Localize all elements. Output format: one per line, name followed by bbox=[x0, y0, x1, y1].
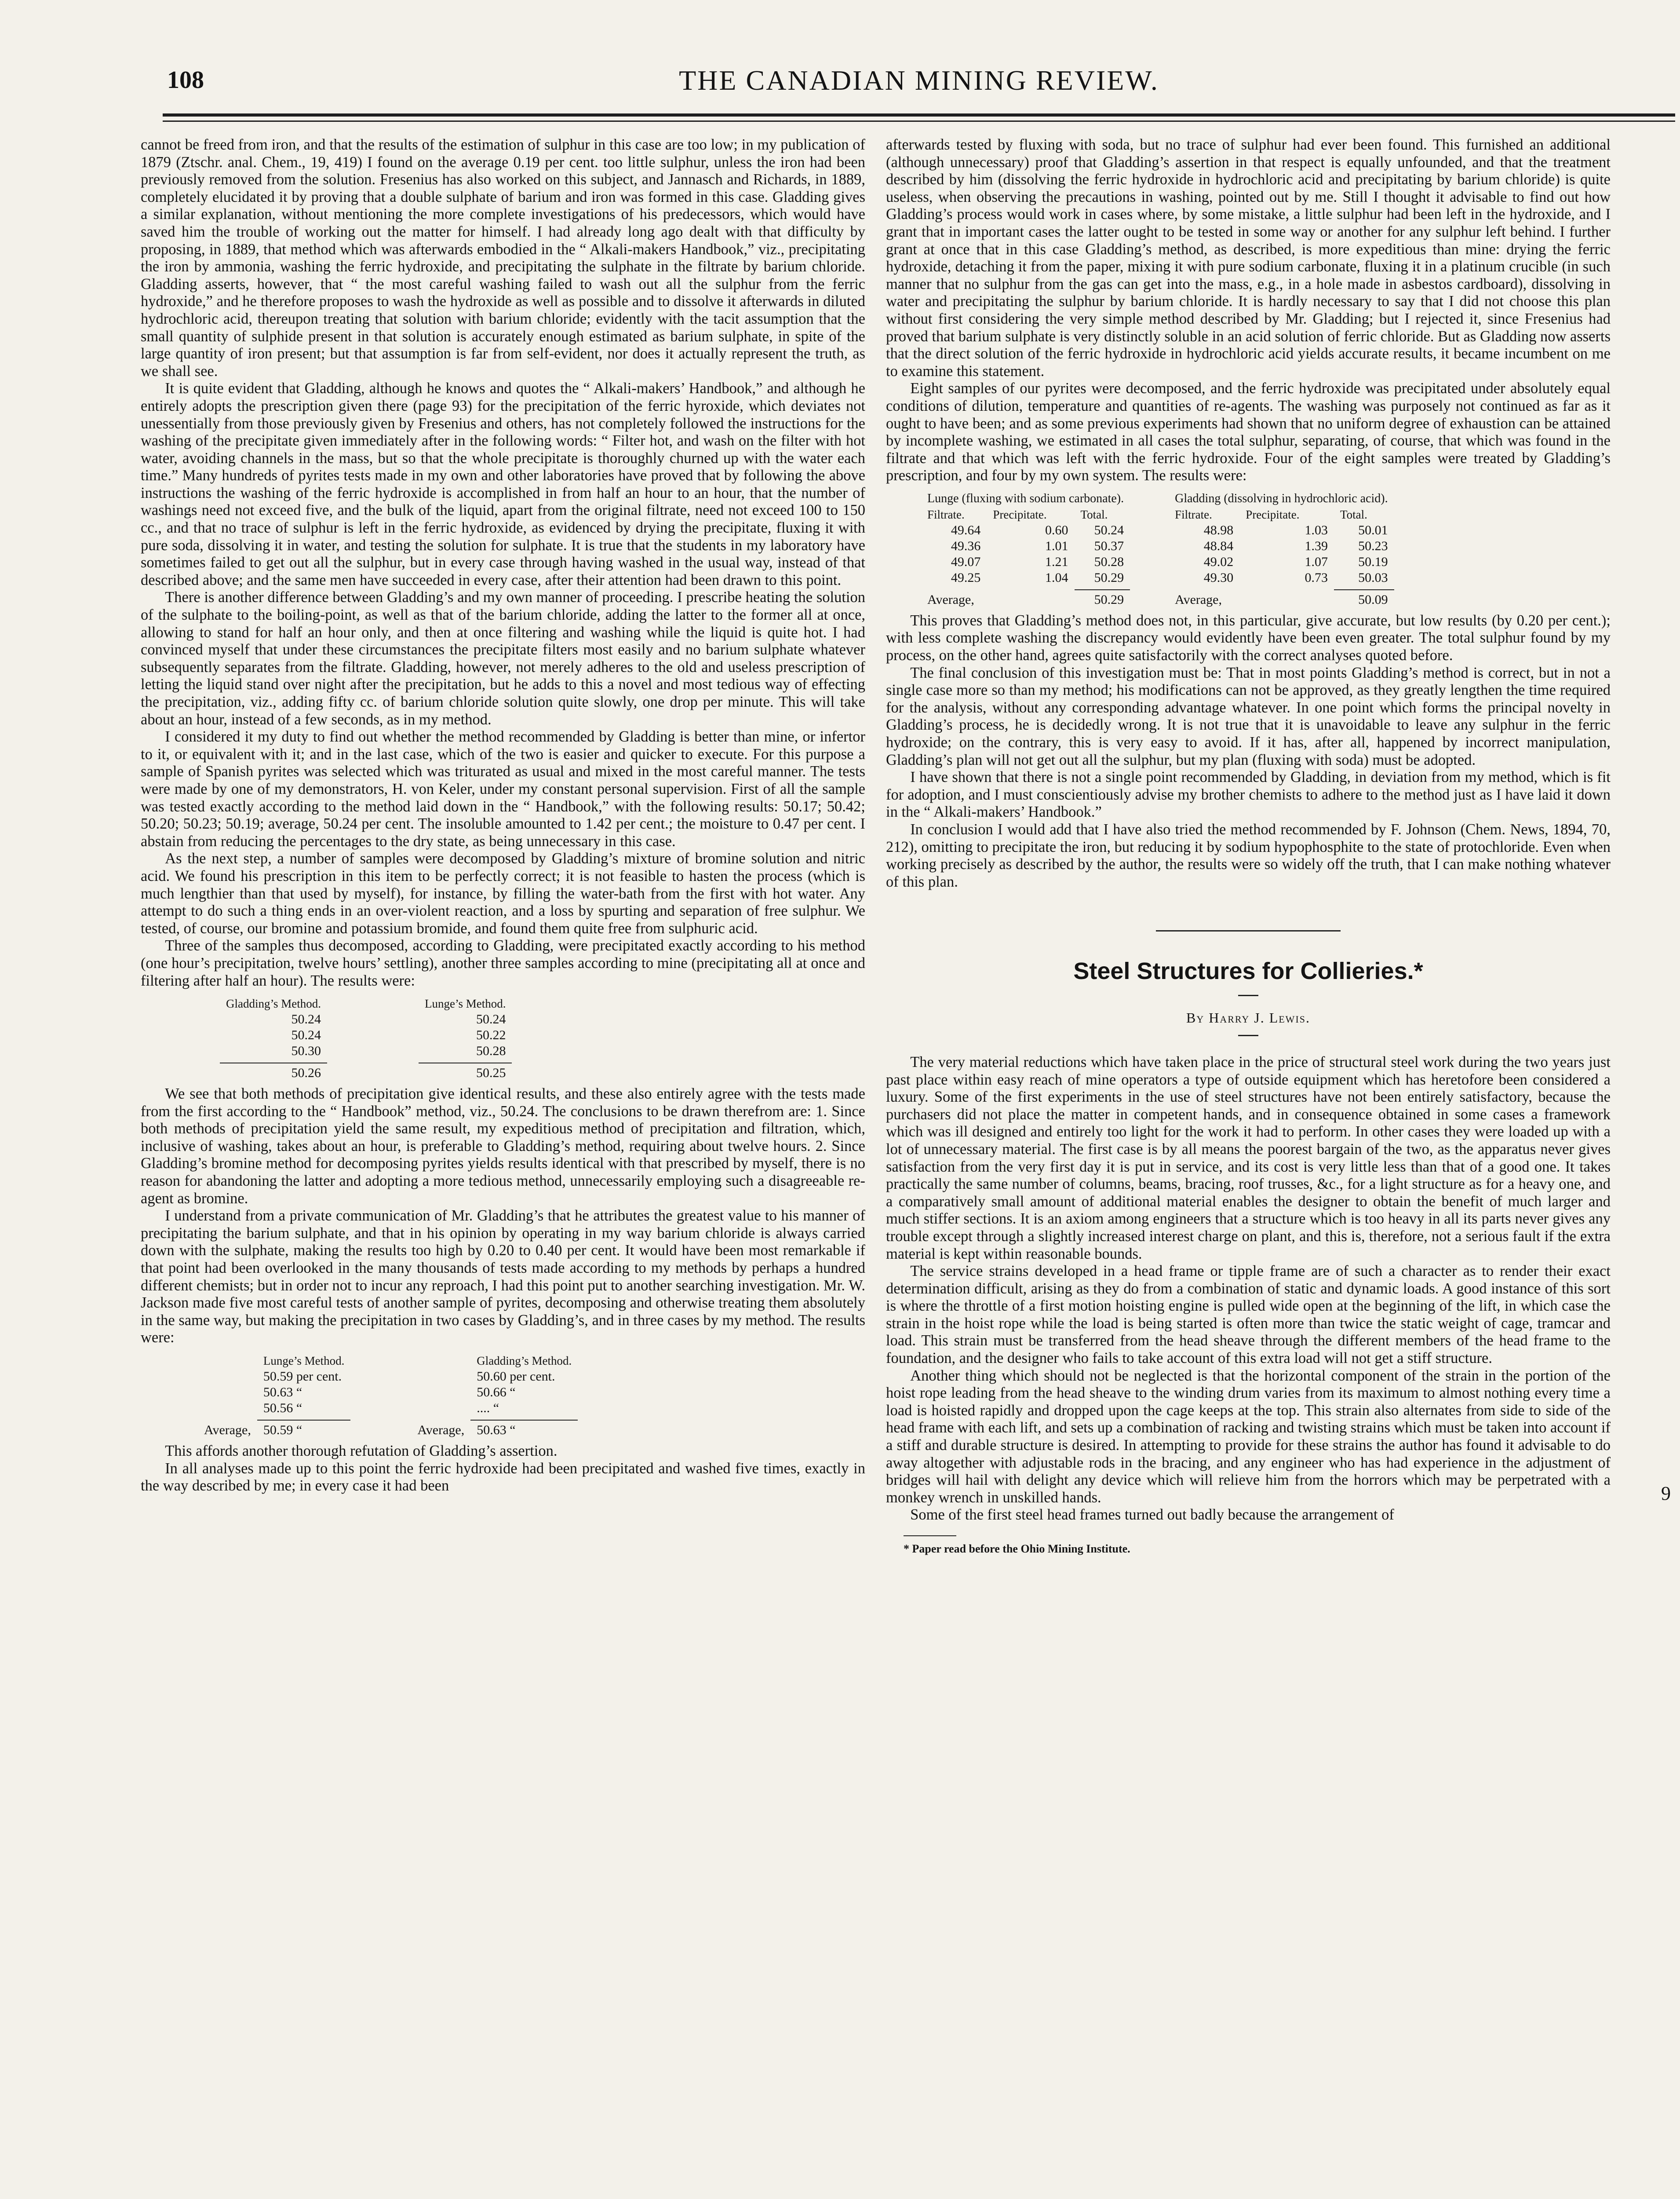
paragraph: The final conclusion of this investigation must be: That in most points Gladding’s method is correct, but in not a single case more so than my method; his modifications can not be approved, as they greatly lengthen the time required for the analysis, without any corresponding advantage whatever. In one point which forms the principal novelty in Gladding’s process, he is decidedly wrong. It is not true that it is unavoidable to leave any sulphur in the ferric hydroxide; on the contrary, this is very easy to avoid. If it has, after all, happened by incorrect manipulation, Gladding’s plan will not get out all the sulphur, but my plan (fluxing with soda) must be adopted. bbox=[886, 664, 1611, 768]
table-cell: 50.56 “ bbox=[263, 1401, 302, 1415]
table-cell: 1.07 bbox=[1305, 554, 1328, 569]
paragraph: There is another difference between Gladding’s and my own manner of proceeding. I prescribe heating the solution of the sulphate to the boiling-point, as well as that of the barium chloride, adding the latter to the former all at once, allowing to stand for half an hour only, and then at once filtering and washing while the liquid is quite hot. I had convinced myself that under these circumstances the precipitate filters most easily and no barium sulphate whatever subsequently separates from the filtrate. Gladding, however, not merely adheres to the old and useless prescription of letting the liquid stand over night after the precipitation, but he adds to this a novel and most tedious way of effecting the precipitation, viz., adding fifty cc. of barium chloride solution quite slowly, one drop per minute. This will take about an hour, instead of a few seconds, as in my method. bbox=[141, 589, 865, 728]
table-cell: 50.28 bbox=[1094, 554, 1124, 569]
table-cell: 48.98 bbox=[1203, 522, 1234, 537]
table-cell: 50.30 bbox=[291, 1044, 321, 1059]
table-cell: 1.04 bbox=[1045, 570, 1068, 585]
title-dash bbox=[1238, 995, 1258, 996]
results-table-1 bbox=[141, 996, 865, 1081]
page-header bbox=[163, 56, 1675, 105]
table-row bbox=[921, 538, 1394, 554]
paragraph: I understand from a private communication of Mr. Gladding’s that he attributes the greatest value to his manner of precipitating the barium sulphate, and that in his opinion by operating in my way barium chloride is always carried down with the sulphate, making the results too high by 0.20 to 0.40 per cent. It would have been most remarkable if that point had been overlooked in the many thousands of tests made according to my methods by perhaps a hundred different chemists; but in order not to incur any reproach, I had this point put to another searching investigation. Mr. W. Jackson made five most careful tests of another sample of pyrites, decomposing and otherwise treating them absolutely in the same way, but making the precipitation in two cases by Gladding’s, and in three cases by my method. The results were: bbox=[141, 1207, 865, 1346]
table-header: Precipitate. bbox=[1246, 508, 1300, 521]
table-header: Filtrate. bbox=[1175, 508, 1212, 521]
paragraph: As the next step, a number of samples were decomposed by Gladding’s mixture of bromine solution and nitric acid. We found his prescription in this item to be perfectly correct; it is not feasible to hasten the process (which is much lengthier than that used by myself), for instance, by filling the water-bath from the first with hot water. Any attempt to do such a thing ends in an over-violent reaction, and a loss by spurting and separation of free sulphur. We tested, of course, our bromine and potassium bromide, and found them quite free from sulphuric acid. bbox=[141, 850, 865, 937]
table-row-average bbox=[921, 592, 1394, 608]
table-cell: 49.64 bbox=[951, 522, 981, 537]
average-label: Average, bbox=[927, 592, 974, 607]
journal-title: THE CANADIAN MINING REVIEW. bbox=[679, 65, 1159, 96]
table-row bbox=[198, 1384, 578, 1400]
paragraph: Three of the samples thus decomposed, according to Gladding, were precipitated exactly according to his method (one hour’s precipitation, twelve hours’ settling), another three samples according to mine (precipitating all at once and filtering after half an hour). The results were: bbox=[141, 937, 865, 989]
table-cell: 50.37 bbox=[1094, 538, 1124, 553]
table-cell: 0.73 bbox=[1305, 570, 1328, 585]
page-number: 108 bbox=[167, 66, 204, 94]
table-cell: 49.07 bbox=[951, 554, 981, 569]
table-header: Lunge’s Method. bbox=[263, 1354, 345, 1367]
table-cell: 50.29 bbox=[1094, 570, 1124, 585]
table-cell: 50.22 bbox=[476, 1028, 506, 1043]
paragraph: I considered it my duty to find out whether the method recommended by Gladding is better than mine, or infertor to it, or equivalent with it; and in the last case, which of the two is easier and quicker to execute. For this purpose a sample of Spanish pyrites was selected which was triturated as usual and mixed in the most careful manner. The tests were made by one of my demonstrators, H. von Keler, under my constant personal supervision. First of all the sample was tested exactly according to the method laid down in the “ Handbook,” with the following results: 50.17; 50.42; 50.20; 50.23; 50.19; average, 50.24 per cent. The insoluble amounted to 1.42 per cent.; the moisture to 0.47 per cent. I abstain from reducing the percentages to the dry state, as being unnecessary in this case. bbox=[141, 728, 865, 850]
results-table-2 bbox=[141, 1353, 865, 1438]
table-row bbox=[220, 1027, 512, 1043]
table-row bbox=[921, 522, 1394, 538]
table-cell: 50.29 bbox=[1094, 592, 1124, 607]
table-cell: 50.25 bbox=[476, 1066, 506, 1081]
table-header: Gladding’s Method. bbox=[226, 997, 321, 1011]
table-cell: 50.24 bbox=[291, 1028, 321, 1043]
footnote: * Paper read before the Ohio Mining Institute. bbox=[904, 1542, 1130, 1555]
table-cell: 50.24 bbox=[476, 1012, 506, 1027]
table-header: Gladding’s Method. bbox=[477, 1354, 572, 1367]
header-rule-thin bbox=[163, 121, 1675, 122]
paragraph: afterwards tested by fluxing with soda, but no trace of sulphur had ever been found. This furnished an additional (although unnecessary) proof that Gladding’s assertion in that respect is equally unfounded, and that the treatment described by him (dissolving the ferric hydroxide in hydrochloric acid and precipitating by barium chloride) is quite useless, when observing the precautions in washing, pointed out by me. Still I thought it advisable to find out how Gladding’s process would work in cases where, by some mistake, a little sulphur had been left in the hydroxide, and I grant that in important cases the latter ought to be tested in some way or another for any sulphur left behind. I further grant at once that in this case Gladding’s method, as described, is more expeditious than mine: drying the ferric hydroxide, detaching it from the paper, mixing it with pure sodium carbonate, fluxing it in a platinum crucible (in such manner that no sulphur from the gas can get into the mass, e.g., in a hole made in asbestos cardboard), dissolving in water and precipitating the sulphur by barium chloride. It is hardly necessary to say that I did not choose this plan without first considering the very simple method described by Mr. Gladding; but I rejected it, since Fresenius had proved that barium sulphate is very distinctly soluble in an acid solution of ferric chloride. But as Gladding now asserts that the direct solution of the ferric hydroxide in hydrochloric acid yields accurate results, it became incumbent on me to examine this statement. bbox=[886, 136, 1611, 380]
table-cell: 50.03 bbox=[1358, 570, 1388, 585]
table-cell: 50.24 bbox=[1094, 522, 1124, 537]
table-cell: 50.59 “ bbox=[263, 1423, 302, 1437]
table-cell: 1.39 bbox=[1305, 538, 1328, 553]
table-cell: 1.21 bbox=[1045, 554, 1068, 569]
right-column bbox=[886, 136, 1611, 1556]
paragraph: Some of the first steel head frames turned out badly because the arrangement of bbox=[910, 1506, 1394, 1523]
results-table-3 bbox=[886, 491, 1611, 608]
paragraph: In all analyses made up to this point the ferric hydroxide had been precipitated and washed five times, exactly in the way described by me; in every case it had been bbox=[141, 1460, 865, 1494]
table-row-average bbox=[220, 1065, 512, 1081]
paragraph: This proves that Gladding’s method does not, in this particular, give accurate, but low results (by 0.20 per cent.); with less complete washing the discrepancy would evidently have been even greater. The total sulphur found by my process, on the other hand, agrees quite satisfactorily with the correct analyses quoted before. bbox=[886, 612, 1611, 664]
paragraph: cannot be freed from iron, and that the results of the estimation of sulphur in this case are too low; in my publication of 1879 (Ztschr. anal. Chem., 19, 419) I found on the average 0.19 per cent. too little sulphur, unless the iron had been previously removed from the solution. Fresenius has also worked on this subject, and Jannasch and Richards, in 1889, completely elucidated it by proving that a double sulphate of barium and iron was formed in this case. Gladding gives a similar explanation, without mentioning the more complete investigations of his predecessors, which would have saved him the trouble of working out the matter for himself. I had already long ago dealt with that difficulty by proposing, in 1889, that method which was afterwards embodied in the “ Alkali-makers Handbook,” viz., precipitating the iron by ammonia, washing the ferric hydroxide, and precipitating the sulphate in the filtrate by barium chloride. Gladding asserts, however, that “ the most careful washing failed to wash out all the sulphur from the ferric hydroxide,” and he therefore proposes to wash the hydroxide as well as possible and to dissolve it afterwards in diluted hydrochloric acid, thereupon treating that solution with barium chloride; evidently with the tacit assumption that the small quantity of sulphide present in that solution is accurately enough estimated as barium sulphate, in spite of the large quantity of iron present; but that assumption is far from self-evident, nor does it actually represent the truth, as we shall see. bbox=[141, 136, 865, 380]
table-row bbox=[198, 1369, 578, 1384]
table-cell: 49.36 bbox=[951, 538, 981, 553]
table-cell: 50.19 bbox=[1358, 554, 1388, 569]
table-cell: 50.24 bbox=[291, 1012, 321, 1027]
table-group-header: Gladding (dissolving in hydrochloric acid). bbox=[1175, 491, 1388, 505]
paragraph: In conclusion I would add that I have also tried the method recommended by F. Johnson (Chem. News, 1894, 70, 212), omitting to precipitate the iron, but reducing it by sodium hypophosphite to the state of protochloride. Even when working precisely as described by the author, the results were so widely off the truth, that I can make nothing whatever of this plan. bbox=[886, 821, 1611, 890]
table-row bbox=[220, 1012, 512, 1027]
table-cell: 50.28 bbox=[476, 1044, 506, 1059]
table-cell: 50.09 bbox=[1358, 592, 1388, 607]
table-header: Precipitate. bbox=[993, 508, 1047, 521]
table-cell: 1.03 bbox=[1305, 522, 1328, 537]
byline-dash bbox=[1238, 1035, 1258, 1036]
table-header: Filtrate. bbox=[927, 508, 965, 521]
article-title: Steel Structures for Collieries.* bbox=[1073, 958, 1423, 985]
margin-mark: 9 bbox=[1661, 1483, 1671, 1504]
table-cell: 48.84 bbox=[1203, 538, 1234, 553]
average-label: Average, bbox=[204, 1423, 251, 1437]
table-header: Total. bbox=[1080, 508, 1108, 521]
table-cell: 50.66 “ bbox=[477, 1385, 516, 1399]
average-label: Average, bbox=[417, 1423, 465, 1437]
table-row bbox=[921, 570, 1394, 586]
table-row-average bbox=[198, 1422, 578, 1438]
table-cell: .... “ bbox=[477, 1401, 499, 1415]
paragraph: The service strains developed in a head frame or tipple frame are of such a character as to render their exact determination difficult, arising as they do from a combination of static and dynamic loads. A good instance of this sort is where the throttle of a first motion hoisting engine is pulled wide open at the beginning of the lift, in which case the strain in the hoist rope while the load is being started is often more than twice the static weight of cage, tramcar and load. This strain must be transferred from the head sheave through the different members of the head frame to the foundation, and the designer who fails to take account of this extra load will not get a stiff structure. bbox=[886, 1263, 1611, 1367]
table-cell: 1.01 bbox=[1045, 538, 1068, 553]
table-cell: 0.60 bbox=[1045, 522, 1068, 537]
left-column bbox=[141, 136, 865, 1495]
table-group-header: Lunge (fluxing with sodium carbonate). bbox=[927, 491, 1124, 505]
table-cell: 49.30 bbox=[1203, 570, 1234, 585]
paragraph: Another thing which should not be neglected is that the horizontal component of the strain in the portion of the hoist rope leading from the head sheave to the winding drum varies from its maximum to almost nothing every time a load is hoisted rapidly and dropped upon the cage keeps at the top. This strain also alternates from side to side of the head frame with each lift, and sets up a combination of racking and twisting strains which must be taken into account if a stiff and durable structure is desired. In attempting to provide for these strains the author has found it advisable to do away altogether with adjustable rods in the bracing, and any engineer who has had experience in the adjustment of bridges will hail with delight any device which will relieve him from the horrors which may be perpetrated with a monkey wrench in unskilled hands. bbox=[886, 1367, 1611, 1506]
table-row bbox=[220, 1043, 512, 1059]
table-cell: 50.23 bbox=[1358, 538, 1388, 553]
byline: By Harry J. Lewis. bbox=[1186, 1010, 1310, 1026]
table-cell: 50.63 “ bbox=[477, 1423, 516, 1437]
paragraph: It is quite evident that Gladding, although he knows and quotes the “ Alkali-makers’ Handbook,” and although he entirely adopts the prescription given there (page 93) for the precipitation of the ferric hyroxide, which deviates not unessentially from those previously given by Fresenius and others, has not completely followed the instructions for the washing of the precipitate given immediately after in the following words: “ Filter hot, and wash on the filter with hot water, avoiding channels in the mass, but so that the whole precipitate is thoroughly churned up with the water each time.” Many hundreds of pyrites tests made in my own and other laboratories have proved that by following the above instructions the washing of the ferric hydroxide is accomplished in from half an hour to an hour, that the number of washings need not exceed five, and the bulk of the liquid, apart from the original filtrate, need not exceed 100 to 150 cc., and that no trace of sulphur is left in the ferric hydroxide, as evidenced by drying the precipitate, fluxing it with pure soda, dissolving it in water, and testing the solution for sulphate. It is true that the students in my laboratory have sometimes failed to get out all the sulphur, but in every case through having washed in the usual way, instead of that described above; and the same men have succeeded in every case, after their attention had been drawn to this point. bbox=[141, 380, 865, 588]
header-rule-thick bbox=[163, 113, 1675, 117]
table-cell: 50.26 bbox=[291, 1066, 321, 1081]
table-cell: 50.60 per cent. bbox=[477, 1369, 555, 1384]
paragraph: This affords another thorough refutation of Gladding’s assertion. bbox=[165, 1443, 558, 1459]
table-cell: 50.63 “ bbox=[263, 1385, 302, 1399]
paragraph: We see that both methods of precipitation give identical results, and these also entirely agree with the tests made from the first according to the “ Handbook” method, viz., 50.24. The conclusions to be drawn therefrom are: 1. Since both methods of precipitation yield the same result, my expeditious method of precipitation and filtration, which, inclusive of washing, takes about an hour, is preferable to Gladding’s method, requiring about twelve hours. 2. Since Gladding’s bromine method for decomposing pyrites yields results identical with that prescribed by myself, there is no reason for abandoning the latter and adopting a more tedious method, unnecessarily employing such a disagreeable re-agent as bromine. bbox=[141, 1085, 865, 1207]
table-cell: 49.25 bbox=[951, 570, 981, 585]
table-header: Lunge’s Method. bbox=[425, 997, 506, 1011]
footnote-rule bbox=[904, 1535, 956, 1536]
table-header: Total. bbox=[1340, 508, 1367, 521]
table-cell: 49.02 bbox=[1203, 554, 1234, 569]
table-cell: 50.59 per cent. bbox=[263, 1369, 342, 1384]
paragraph: I have shown that there is not a single point recommended by Gladding, in deviation from my method, which is fit for adoption, and I must conscientiously advise my brother chemists to adhere to the method just as I have laid it down in the “ Alkali-makers’ Handbook.” bbox=[886, 769, 1611, 821]
table-cell: 50.01 bbox=[1358, 522, 1388, 537]
paragraph: Eight samples of our pyrites were decomposed, and the ferric hydroxide was precipitated under absolutely equal conditions of dilution, temperature and quantities of re-agents. The washing was purposely not continued as far as it ought to have been; and as some previous experiments had shown that no uniform degree of exhaustion can be attained by incomplete washing, we estimated in all cases the total sulphur, separating, of course, that which was found in the filtrate and that which was left with the ferric hydroxide. Four of the eight samples were treated by Gladding’s prescription, and four by my own system. The results were: bbox=[886, 380, 1611, 484]
table-row bbox=[198, 1400, 578, 1416]
paragraph: The very material reductions which have taken place in the price of structural steel work during the two years just past place within easy reach of mine operators a type of outside equipment which has heretofore been considered a luxury. Some of the first experiments in the use of steel structures have not been entirely satisfactory, because the purchasers did not place the matter in competent hands, and in consequence obtained in some cases a framework which was ill designed and entirely too light for the work it had to perform. In other cases they were loaded up with a lot of unnecessary material. The first case is by all means the poorest bargain of the two, as the apparatus never gives satisfaction from the very first day it is put in service, and its cost is very little less than that of a good one. It takes practically the same number of columns, beams, bracing, roof trusses, &c., for a light structure as for a heavy one, and a comparatively small amount of additional material enables the designer to obtain the benefit of much larger and much stiffer sections. It is an axiom among engineers that a structure which is too heavy in all its parts never gives any trouble except through a slightly increased interest charge on plant, and this is, therefore, not a serious fault if the extra material is kept within reasonable bounds. bbox=[886, 1053, 1611, 1262]
average-label: Average, bbox=[1175, 592, 1222, 607]
article-divider bbox=[1156, 930, 1341, 931]
table-row bbox=[921, 554, 1394, 570]
